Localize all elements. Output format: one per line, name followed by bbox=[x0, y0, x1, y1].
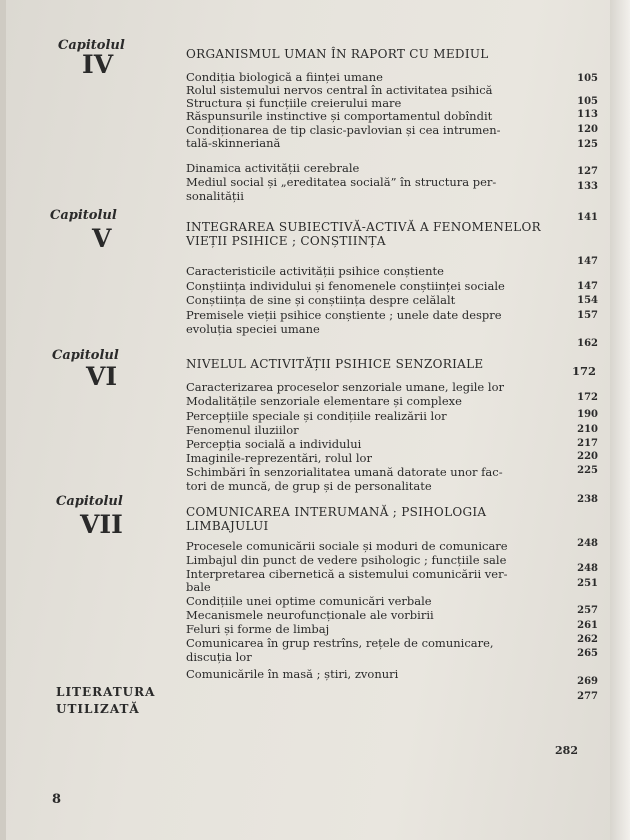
toc-entry: Condiționarea de tip clasic-pavlovian și cea intrumen- bbox=[186, 123, 501, 137]
toc-entry: Răspunsurile instinctive și comportamentul dobîndit bbox=[186, 109, 493, 123]
toc-entry: Fenomenul iluziilor bbox=[186, 423, 299, 437]
toc-page: 261 bbox=[577, 620, 598, 631]
toc-entry: evoluția speciei umane bbox=[186, 322, 320, 336]
toc-page: 269 bbox=[577, 676, 598, 687]
chapter-title: ORGANISMUL UMAN ÎN RAPORT CU MEDIUL bbox=[186, 47, 489, 61]
chapter-title: INTEGRAREA SUBIECTIVĂ-ACTIVĂ A FENOMENELOR VIEȚII PSIHICE ; CONȘTIINȚA bbox=[186, 220, 541, 248]
literature-line-2: UTILIZATĂ bbox=[56, 702, 140, 716]
toc-page: 238 bbox=[577, 494, 598, 505]
toc-page: 172 bbox=[571, 364, 596, 378]
toc-entry: Dinamica activității cerebrale bbox=[186, 161, 360, 175]
literature-line-1: LITERATURA bbox=[56, 685, 156, 699]
chapter-number: VI bbox=[86, 362, 118, 391]
toc-entry: Modalitățile senzoriale elementare și complexe bbox=[186, 394, 462, 408]
toc-entry: Percepția socială a individului bbox=[186, 437, 362, 451]
toc-page: 120 bbox=[577, 124, 598, 135]
toc-page: 220 bbox=[577, 451, 598, 462]
toc-entry: tală-skinneriană bbox=[186, 136, 281, 150]
toc-page: 113 bbox=[577, 109, 598, 120]
toc-entry: Comunicările în masă ; știri, zvonuri bbox=[186, 667, 399, 681]
toc-page: 105 bbox=[577, 73, 598, 84]
toc-page: 154 bbox=[577, 295, 598, 306]
toc-page: 172 bbox=[577, 392, 598, 403]
toc-page: 133 bbox=[577, 181, 598, 192]
toc-entry: Mecanismele neurofuncționale ale vorbirii bbox=[186, 608, 434, 622]
toc-page: 157 bbox=[577, 310, 598, 321]
toc-entry: Condițiile unei optime comunicări verbale bbox=[186, 594, 432, 608]
toc-entry: Procesele comunicării sociale și moduri de comunicare bbox=[186, 539, 508, 553]
toc-entry: bale bbox=[186, 580, 211, 594]
toc-entry: Interpretarea cibernetică a sistemului comunicării ver- bbox=[186, 567, 508, 581]
page-edge bbox=[610, 0, 630, 840]
chapter-number: IV bbox=[82, 50, 114, 79]
toc-entry: Conștiința de sine și conștiința despre celălalt bbox=[186, 293, 456, 307]
toc-entry: Limbajul din punct de vedere psihologic ; funcțiile sale bbox=[186, 553, 507, 567]
toc-entry: Structura și funcțiile creierului mare bbox=[186, 96, 402, 110]
toc-page: 277 bbox=[577, 691, 598, 702]
chapter-title: NIVELUL ACTIVITĂȚII PSIHICE SENZORIALE bbox=[186, 357, 484, 371]
toc-entry: Premisele vieții psihice conștiente ; unele date despre bbox=[186, 308, 502, 322]
toc-entry: sonalității bbox=[186, 189, 244, 203]
toc-page: 217 bbox=[577, 438, 598, 449]
chapter-title: COMUNICAREA INTERUMANĂ ; PSIHOLOGIA LIMBAJULUI bbox=[186, 505, 487, 533]
toc-page: 257 bbox=[577, 605, 598, 616]
toc-page: 251 bbox=[577, 578, 598, 589]
toc-entry: Feluri și forme de limbaj bbox=[186, 622, 330, 636]
toc-entry: Condiția biologică a ființei umane bbox=[186, 70, 383, 84]
toc-page: 162 bbox=[577, 338, 598, 349]
toc-page: 147 bbox=[577, 256, 598, 267]
toc-entry: Caracteristicile activității psihice conștiente bbox=[186, 264, 444, 278]
toc-page: 225 bbox=[577, 465, 598, 476]
chapter-number: VII bbox=[80, 510, 123, 539]
toc-page: 190 bbox=[577, 409, 598, 420]
toc-entry: Imaginile-reprezentări, rolul lor bbox=[186, 451, 372, 465]
toc-page: 262 bbox=[577, 634, 598, 645]
page-number: 8 bbox=[52, 792, 62, 807]
toc-page: 248 bbox=[577, 538, 598, 549]
toc-entry: discuția lor bbox=[186, 650, 252, 664]
toc-page: 105 bbox=[577, 96, 598, 107]
literature-page: 282 bbox=[555, 744, 578, 757]
chapter-number: V bbox=[92, 224, 112, 253]
toc-page: 127 bbox=[577, 166, 598, 177]
toc-entry: Comunicarea în grup restrîns, rețele de comunicare, bbox=[186, 636, 494, 650]
chapter-label: Capitolul bbox=[56, 494, 123, 509]
toc-page: 265 bbox=[577, 648, 598, 659]
toc-page: 141 bbox=[577, 212, 598, 223]
chapter-label: Capitolul bbox=[50, 208, 117, 223]
chapter-label: Capitolul bbox=[52, 348, 119, 363]
toc-entry: Caracterizarea proceselor senzoriale umane, legile lor bbox=[186, 380, 504, 394]
chapter-label: Capitolul bbox=[58, 38, 125, 53]
toc-page: 125 bbox=[577, 139, 598, 150]
toc-page: 147 bbox=[577, 281, 598, 292]
toc-entry: Conștiința individului și fenomenele conștiinței sociale bbox=[186, 279, 505, 293]
toc-entry: Rolul sistemului nervos central în activitatea psihică bbox=[186, 83, 493, 97]
toc-page: 248 bbox=[577, 563, 598, 574]
toc-entry: tori de muncă, de grup și de personalitate bbox=[186, 479, 432, 493]
toc-entry: Schimbări în senzorialitatea umană datorate unor fac- bbox=[186, 465, 503, 479]
toc-page: 210 bbox=[577, 424, 598, 435]
toc-entry: Percepțiile speciale și condițiile realizării lor bbox=[186, 409, 447, 423]
toc-entry: Mediul social și „ereditatea socială” în structura per- bbox=[186, 175, 497, 189]
